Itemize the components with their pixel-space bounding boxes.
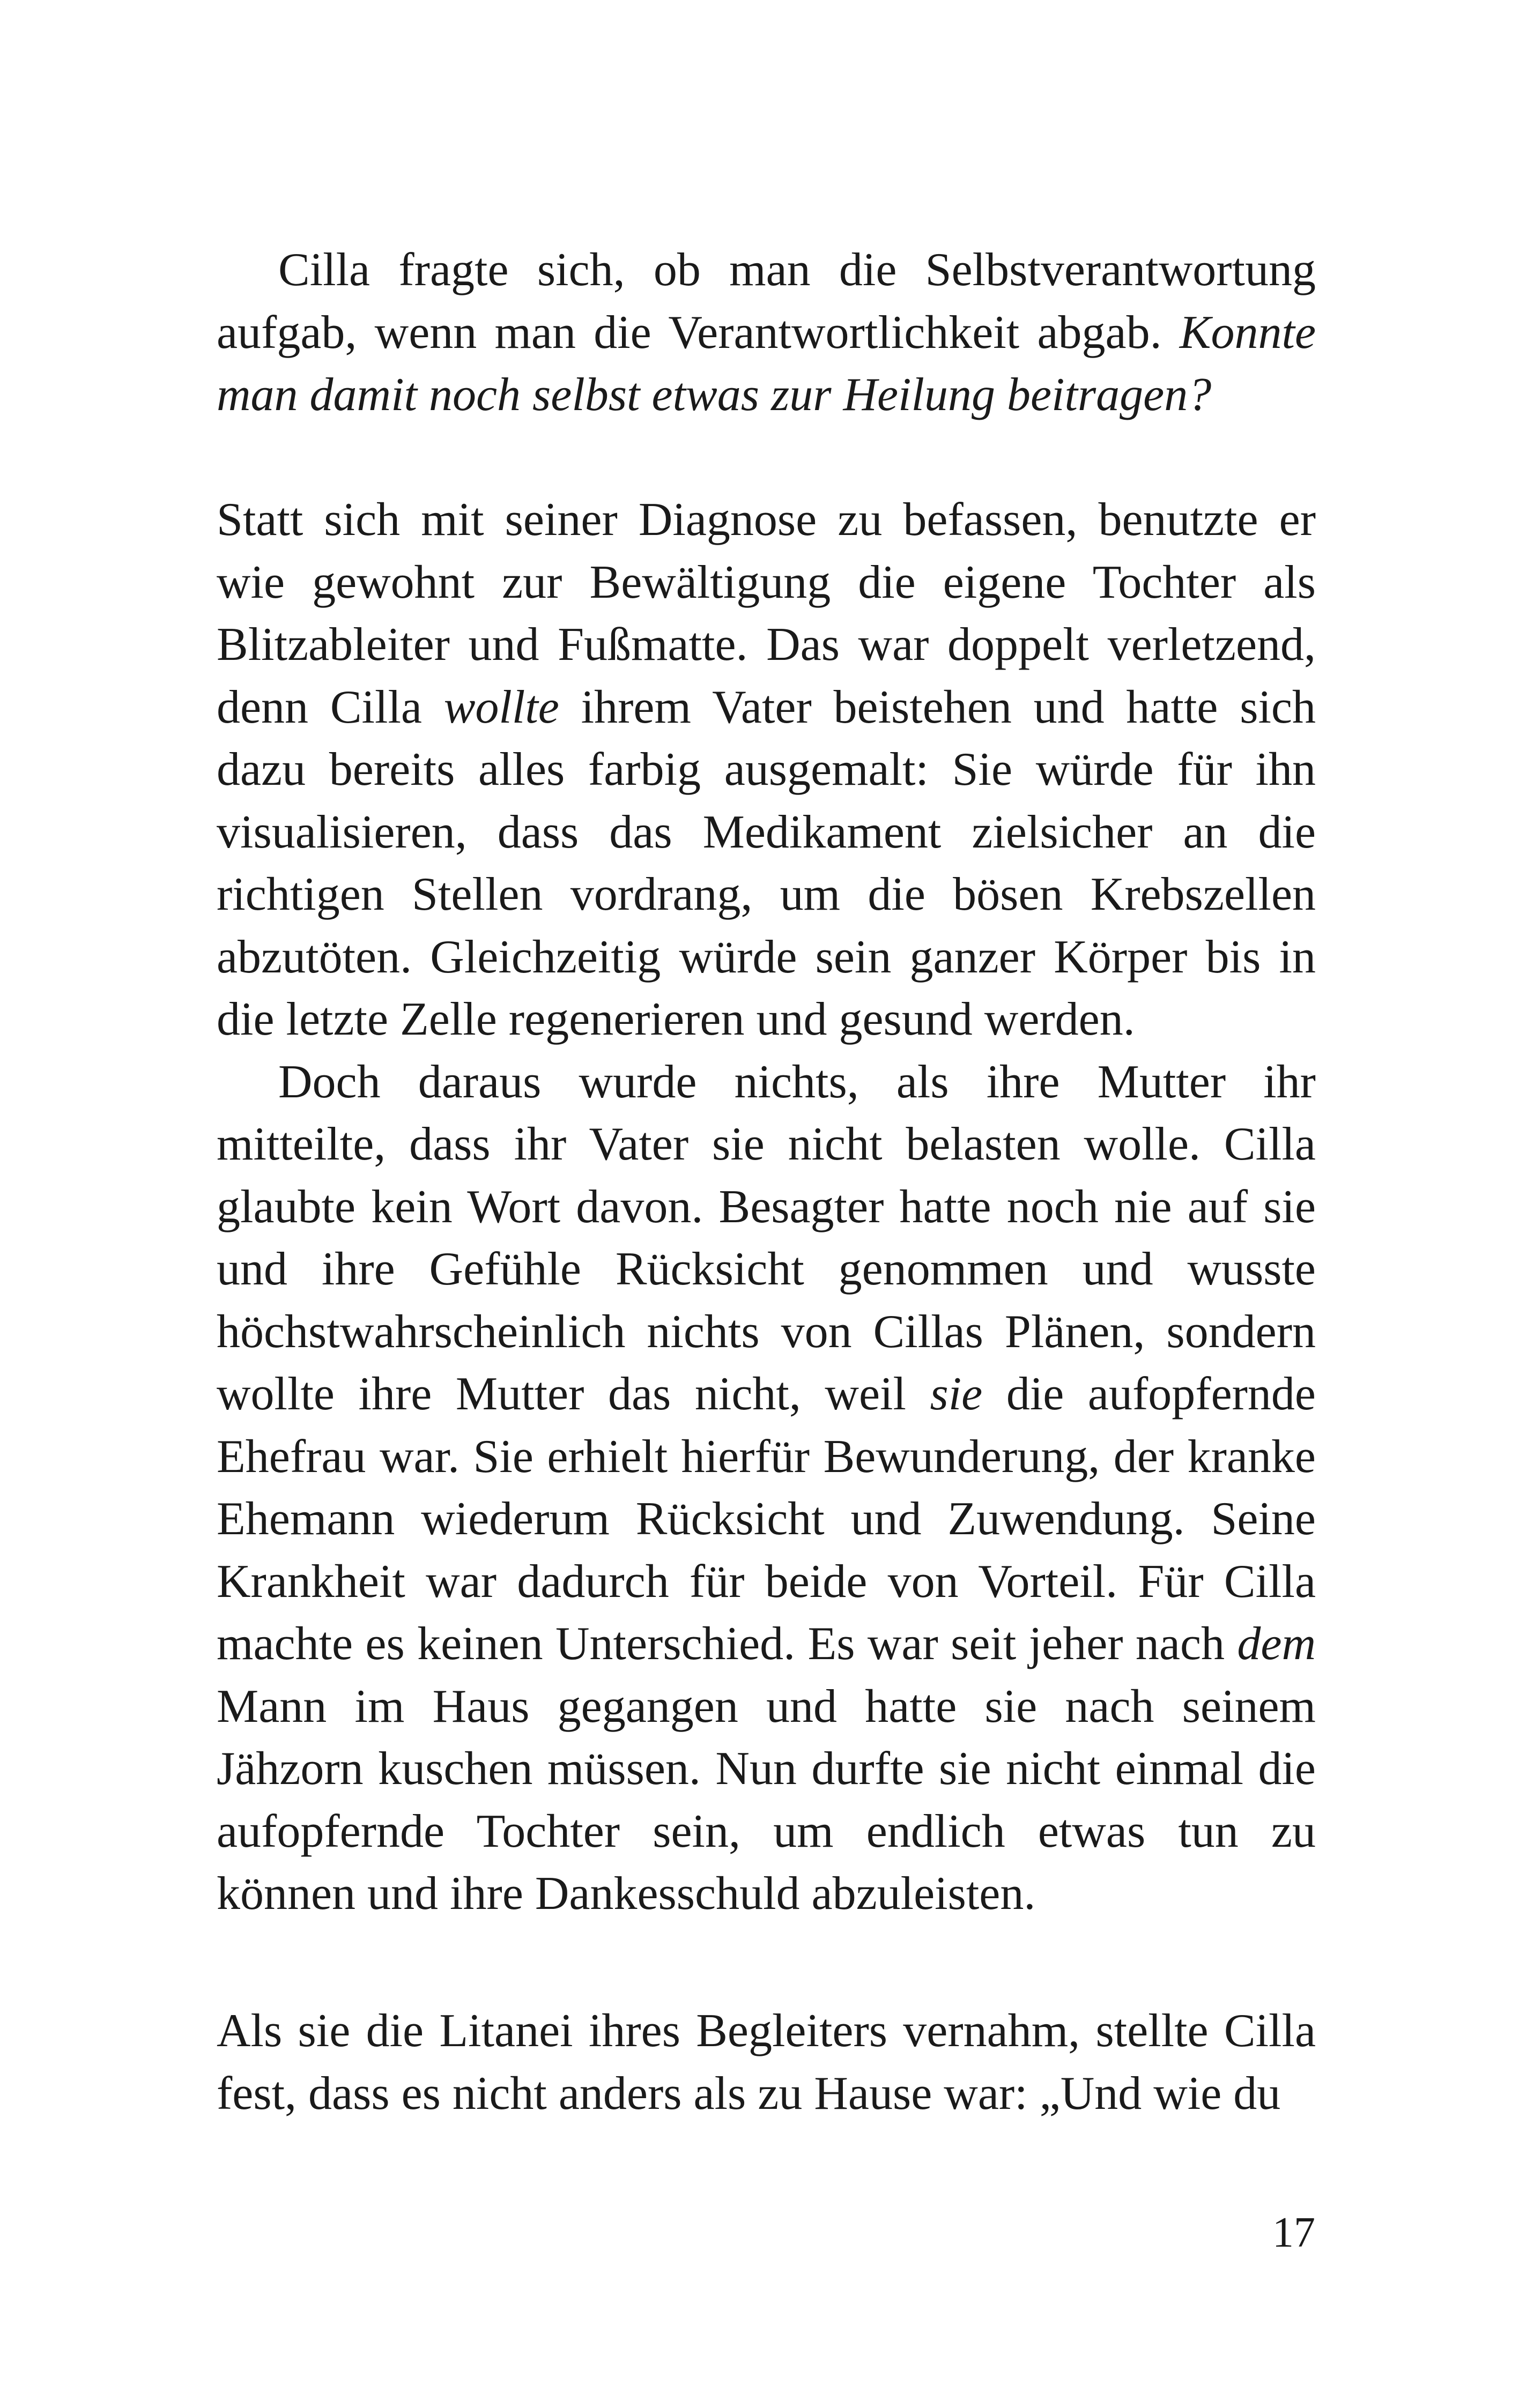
italic-text: wollte	[443, 681, 559, 733]
italic-text: dem	[1237, 1618, 1316, 1670]
paragraph-text: ihrem Vater beistehen und hatte sich dazu bereits alles farbig ausgemalt: Sie würde für ihn visualisieren, dass das Medikament zielsicher an die richtigen Stellen vordrang, um die bösen Krebszellen abzutöten. Gleichzeitig würde sein ganzer Körper bis in die letzte Zelle regenerieren und gesund werden.	[217, 681, 1316, 1045]
italic-text: Konnte man damit noch selbst etwas zur Heilung beitragen?	[217, 306, 1316, 421]
section-3	[217, 2000, 1316, 2125]
section-1	[217, 239, 1316, 427]
paragraph-text: Cilla fragte sich, ob man die Selbstverantwortung aufgab, wenn man die Verantwortlichkeit abgab.	[217, 244, 1316, 359]
paragraph-text: Mann im Haus gegangen und hatte sie nach seinem Jähzorn kuschen müssen. Nun durfte sie nicht einmal die aufopfernde Tochter sein, um endlich etwas tun zu können und ihre Dankesschuld abzuleisten.	[217, 1680, 1316, 1920]
page-number: 17	[1272, 2209, 1315, 2256]
italic-text: sie	[930, 1368, 983, 1420]
paragraph-text: Doch daraus wurde nichts, als ihre Mutter ihr mitteilte, dass ihr Vater sie nicht belasten wolle. Cilla glaubte kein Wort davon. Besagter hatte noch nie auf sie und ihre Gefühle Rücksicht genommen und wusste höchstwahrscheinlich nichts von Cillas Plänen, sondern wollte ihre Mutter das nicht, weil	[217, 1056, 1316, 1420]
paragraph	[217, 2000, 1316, 2125]
paragraph-text: die aufopfernde Ehefrau war. Sie erhielt hierfür Bewunderung, der kranke Ehemann wiederum Rücksicht und Zuwendung. Seine Krankheit war dadurch für beide von Vorteil. Für Cilla machte es keinen Unterschied. Es war seit jeher nach	[217, 1368, 1316, 1670]
paragraph	[217, 489, 1316, 1051]
paragraph-text: Als sie die Litanei ihres Begleiters vernahm, stellte Cilla fest, dass es nicht anders als zu Hause war: „Und wie du	[217, 2005, 1316, 2120]
paragraph-text: Statt sich mit seiner Diagnose zu befassen, benutzte er wie gewohnt zur Bewältigung die eigene Tochter als Blitzableiter und Fußmatte. Das war doppelt verletzend, denn Cilla	[217, 494, 1316, 733]
paragraph	[217, 239, 1316, 427]
paragraph	[217, 1051, 1316, 1926]
section-2	[217, 489, 1316, 1926]
